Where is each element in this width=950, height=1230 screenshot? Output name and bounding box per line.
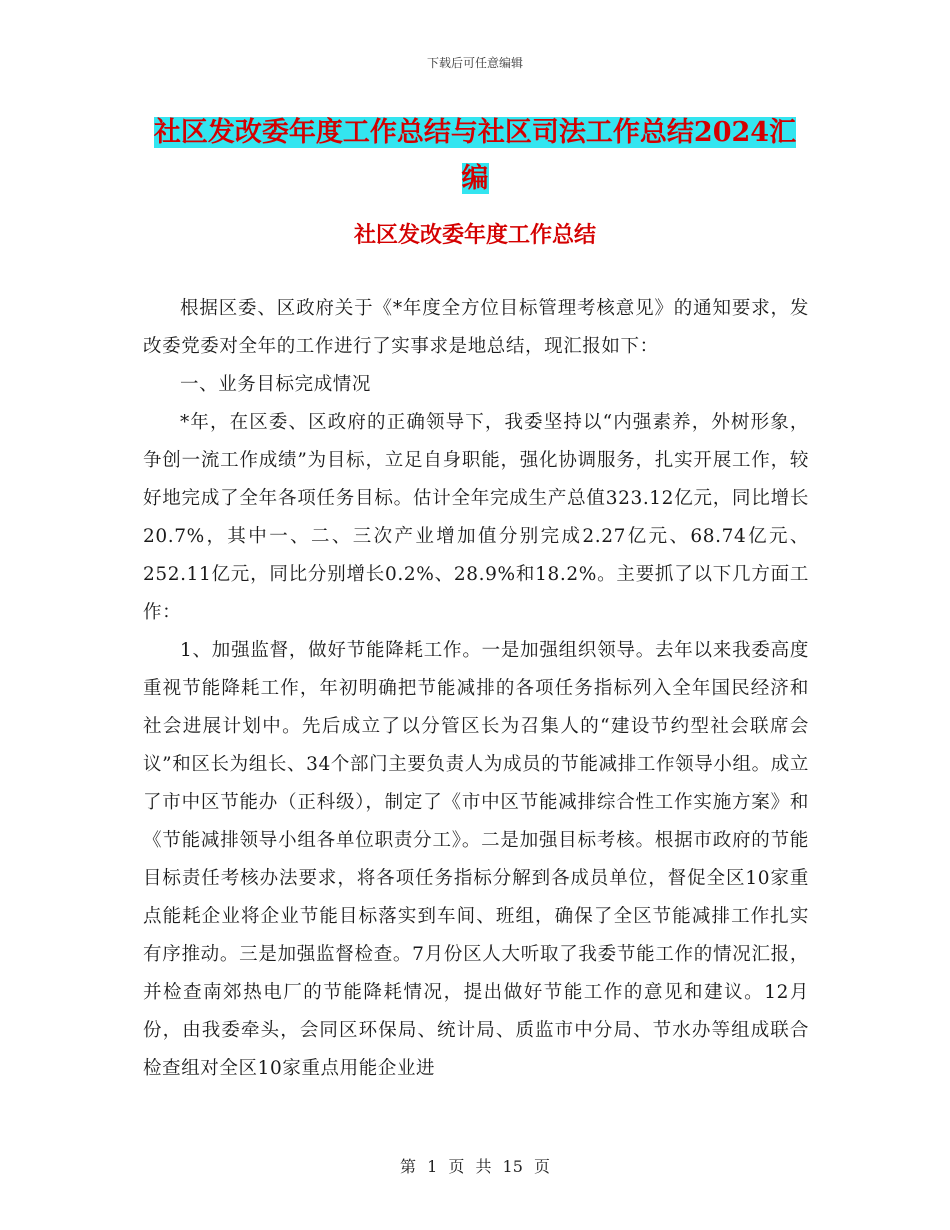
document-body bbox=[143, 290, 809, 1088]
document-title bbox=[140, 110, 810, 202]
paragraph-heading: 一、业务目标完成情况 bbox=[180, 374, 372, 395]
document-title-line-2: 编 bbox=[461, 163, 489, 194]
header-note: 下载后可任意编辑 bbox=[426, 56, 523, 70]
page-number: 第 1 页 共 15 页 bbox=[400, 1157, 550, 1176]
document-title-line-1: 社区发改委年度工作总结与社区司法工作总结2024汇 bbox=[153, 117, 797, 148]
paragraph-intro: 根据区委、区政府关于《*年度全方位目标管理考核意见》的通知要求，发改委党委对全年的工作进行了实事求是地总结，现汇报如下： bbox=[143, 298, 809, 357]
section-title: 社区发改委年度工作总结 bbox=[353, 222, 596, 248]
paragraph-summary: *年，在区委、区政府的正确领导下，我委坚持以“内强素养，外树形象，争创一流工作成绩”为目标，立足自身职能，强化协调服务，扎实开展工作，较好地完成了全年各项任务目标。估计全年完成生产总值323.12亿元，同比增长20.7%，其中一、二、三次产业增加值分别完成2.27亿元、68.74亿元、252.11亿元，同比分别增长0.2%、28.9%和18.2%。主要抓了以下几方面工作： bbox=[143, 412, 809, 623]
paragraph-item-1: 1、加强监督，做好节能降耗工作。一是加强组织领导。去年以来我委高度重视节能降耗工作，年初明确把节能减排的各项任务指标列入全年国民经济和社会进展计划中。先后成立了以分管区长为召集人的“建设节约型社会联席会议”和区长为组长、34个部门主要负责人为成员的节能减排工作领导小组。成立了市中区节能办（正科级），制定了《市中区节能减排综合性工作实施方案》和《节能减排领导小组各单位职责分工》。二是加强目标考核。根据市政府的节能目标责任考核办法要求，将各项任务指标分解到各成员单位，督促全区10家重点能耗企业将企业节能目标落实到车间、班组，确保了全区节能减排工作扎实有序推动。三是加强监督检查。7月份区人大听取了我委节能工作的情况汇报，并检查南郊热电厂的节能降耗情况，提出做好节能工作的意见和建议。12月份，由我委牵头，会同区环保局、统计局、质监市中分局、节水办等组成联合检查组对全区10家重点用能企业进 bbox=[143, 640, 809, 1079]
